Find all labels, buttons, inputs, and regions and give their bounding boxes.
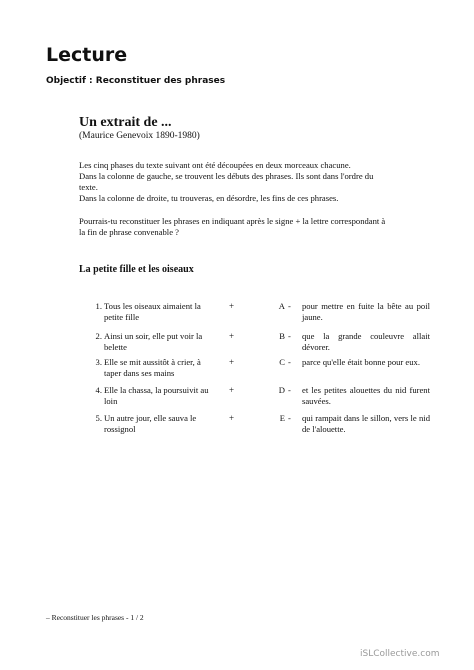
instruction-line: la fin de phrase convenable ? (79, 227, 179, 237)
sentence-end: parce qu'elle était bonne pour eux. (302, 357, 420, 367)
option-dash: - (288, 301, 291, 311)
page-footer: – Reconstituer les phrases - 1 / 2 (46, 613, 144, 622)
sentence-start: Elle la chassa, la poursuivit au loin (104, 385, 209, 406)
sentence-start: Ainsi un soir, elle put voir la belette (104, 331, 203, 352)
sentence-start: Elle se mit aussitôt à crier, à taper dans ses mains (104, 357, 201, 378)
watermark: iSLCollective.com (360, 649, 440, 659)
sentence-start: Un autre jour, elle sauva le rossignol (104, 413, 197, 434)
option-letter: D (278, 385, 285, 395)
answer-slot[interactable]: + (229, 357, 235, 367)
sentence-end: pour mettre en fuite la bête au poil jaune. (302, 301, 430, 322)
option-letter: E (279, 413, 285, 423)
answer-slot[interactable]: + (229, 413, 235, 423)
sentence-end: que la grande couleuvre allait dévorer. (302, 331, 430, 352)
instructions-paragraph-1 (79, 160, 399, 204)
sentence-end: qui rampait dans le sillon, vers le nid de l'alouette. (302, 413, 430, 434)
item-number: 1. (95, 301, 102, 311)
option-dash: - (288, 331, 291, 341)
instruction-line: Les cinq phases du texte suivant ont été découpées en deux morceaux chacune. (79, 160, 351, 170)
item-number: 2. (95, 331, 102, 341)
option-dash: - (288, 385, 291, 395)
page-title: Lecture (46, 44, 128, 66)
option-letter: C (279, 357, 285, 367)
answer-slot[interactable]: + (229, 331, 235, 341)
instruction-line: Pourrais-tu reconstituer les phrases en indiquant après le signe + la lettre correspondant à (79, 216, 386, 226)
sentence-start: Tous les oiseaux aimaient la petite fille (104, 301, 201, 322)
option-letter: B (279, 331, 285, 341)
sentence-end: et les petites alouettes du nid furent sauvées. (302, 385, 430, 406)
answer-slot[interactable]: + (229, 301, 235, 311)
instruction-line: texte. (79, 182, 98, 192)
item-number: 4. (95, 385, 102, 395)
extract-title: Un extrait de ... (79, 115, 172, 130)
item-number: 5. (95, 413, 102, 423)
option-letter: A (278, 301, 285, 311)
option-dash: - (288, 357, 291, 367)
instructions-paragraph-2 (79, 216, 399, 238)
instruction-line: Dans la colonne de droite, tu trouveras, en désordre, les fins de ces phrases. (79, 193, 339, 203)
option-dash: - (288, 413, 291, 423)
objective: Objectif : Reconstituer des phrases (46, 76, 226, 86)
item-number: 3. (95, 357, 102, 367)
author: (Maurice Genevoix 1890-1980) (79, 131, 200, 141)
instruction-line: Dans la colonne de gauche, se trouvent les débuts des phrases. Ils sont dans l'ordre du (79, 171, 374, 181)
story-title: La petite fille et les oiseaux (79, 264, 194, 275)
answer-slot[interactable]: + (229, 385, 235, 395)
